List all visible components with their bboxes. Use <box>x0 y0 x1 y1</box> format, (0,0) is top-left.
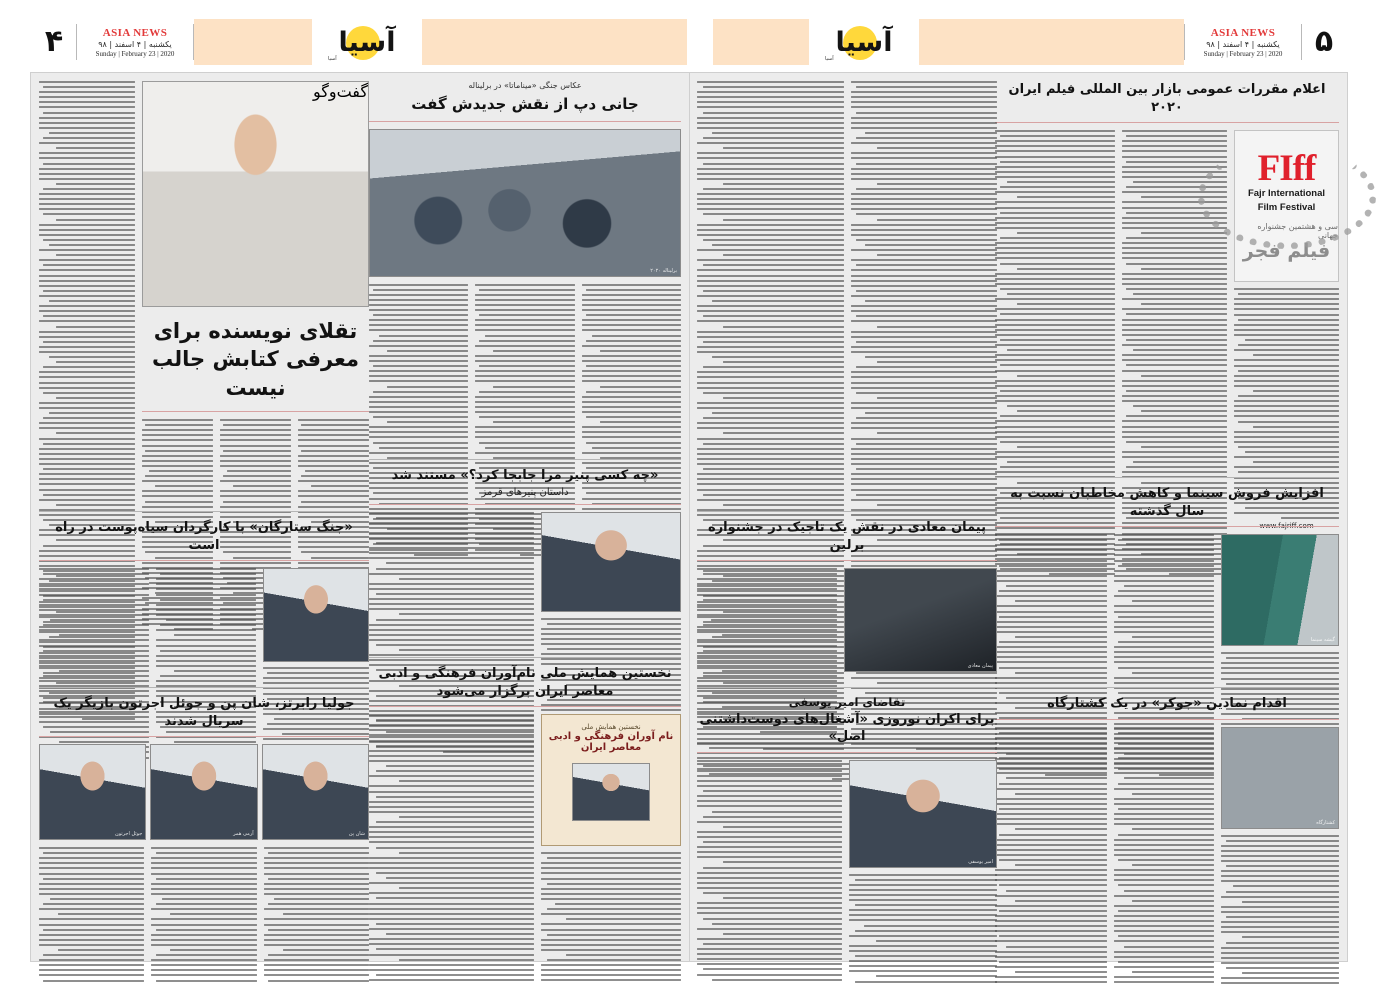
gutter-spacer <box>687 19 713 65</box>
masthead-info-right <box>76 24 194 60</box>
masthead <box>32 18 1346 66</box>
article-maadi-photo <box>844 568 997 672</box>
laurel-wreath-icon <box>1198 145 1376 249</box>
divider <box>39 736 369 737</box>
page-4-body <box>688 72 1348 962</box>
divider <box>995 719 1339 720</box>
fiff-logo-en-1: Fajr International <box>1247 187 1326 199</box>
portrait-caption-1: شان پن <box>348 831 365 838</box>
portrait-3 <box>39 744 146 840</box>
logo-left <box>809 18 919 66</box>
article-joker <box>995 681 1339 984</box>
article-yousefi <box>697 681 997 984</box>
date-fa-left: یکشنبه | ۴ اسفند | ۹۸ <box>1206 40 1280 49</box>
divider <box>369 121 681 122</box>
article-congress-poster <box>541 714 681 846</box>
fiff-logo-en-2: Film Festival <box>1257 201 1316 213</box>
article-starwars-headline: «جنگ ستارگان» با کارگردان سیاه‌پوست در راه است <box>55 520 353 553</box>
fiff-logo-fa-large: فیلم فجر <box>1242 239 1331 262</box>
article-roberts-text-col1 <box>39 847 144 984</box>
article-cheese-photo <box>541 512 681 612</box>
folio-left <box>1184 18 1346 66</box>
article-yousefi-photo <box>849 760 997 868</box>
article-fiff-headline: اعلام مقررات عمومی بازار بین المللی فیلم ایران ۲۰۲۰ <box>1008 82 1326 115</box>
divider <box>369 459 681 460</box>
divider <box>697 752 997 753</box>
portrait-1 <box>262 744 369 840</box>
article-starwars-photo <box>263 568 369 662</box>
poster-title: نام آوران فرهنگی و ادبی معاصر ایران <box>548 731 674 754</box>
brand-name-right: ASIA NEWS <box>102 27 168 39</box>
article-congress-text-col2 <box>541 852 681 984</box>
divider <box>697 687 997 688</box>
page-number-left: ۵ <box>1314 24 1334 59</box>
article-yousefi-headline-1: تقاضای امیر یوسفی <box>788 695 906 709</box>
portrait-2 <box>150 744 257 840</box>
article-congress-text-col1 <box>369 714 534 984</box>
photo-caption: کشتارگاه <box>1316 819 1335 826</box>
article-congress-headline: نخستین همایش ملی نام‌آوران فرهنگی و ادبی معاصر ایران برگزار می‌شود <box>378 666 672 699</box>
portrait-caption-2: آرمی همر <box>233 831 254 838</box>
article-depp-headline: جانی دپ از نقش جدیدش گفت <box>411 95 639 114</box>
strip-left-inner <box>713 19 809 65</box>
divider <box>697 511 997 512</box>
page-5-body <box>30 72 690 962</box>
strip-right-inner <box>422 19 687 65</box>
main-story-photo <box>142 81 369 307</box>
logo-word-right: آسیا <box>338 26 396 58</box>
poster-subtitle: نخستین همایش ملی <box>581 723 641 732</box>
fiff-logo-word: FIff <box>1257 147 1316 189</box>
article-roberts-portraits <box>39 744 369 840</box>
article-yousefi-text-col2 <box>849 874 997 984</box>
article-joker-text-col1 <box>995 727 1107 984</box>
article-roberts <box>39 681 369 984</box>
main-story-headline: تقلای نویسنده برای معرفی کتابش جالب نیست <box>152 319 359 400</box>
divider <box>369 504 681 505</box>
logo-right <box>312 18 422 66</box>
article-yousefi-headline-2: برای اکران نوروزی «آشغال‌های دوست‌داشتنی اصل» <box>699 711 995 745</box>
strip-right-outer <box>194 19 312 65</box>
divider <box>995 526 1339 527</box>
article-joker-headline: اقدام نمادین «جوکر» در یک کشتارگاه <box>1047 696 1287 711</box>
article-cheese-subhead: داستان پنیرهای قرمز <box>481 486 569 498</box>
article-cheese-headline: «چه کسی پنیر مرا جابجا کرد؟» مستند شد <box>391 468 659 483</box>
divider <box>369 706 681 707</box>
article-roberts-headline: جولیا رابرتز، شان پن و جوئل اجرتون بازیگر یک سریال شدند <box>53 696 355 729</box>
divider <box>39 687 369 688</box>
logo-sub-left: آسیا <box>825 56 834 62</box>
divider <box>142 411 369 412</box>
divider <box>39 511 369 512</box>
photo-caption: برلیناله ۲۰۲۰ <box>650 267 677 274</box>
article-roberts-text-col3 <box>264 847 369 984</box>
divider <box>995 122 1339 123</box>
date-en-left: Sunday | February 23 | 2020 <box>1203 50 1283 58</box>
brand-name-left: ASIA NEWS <box>1210 27 1276 39</box>
page-number-right: ۴ <box>44 24 64 59</box>
article-maadi-headline: پیمان معادی در نقش یک تاجیک در جشنواره برلین <box>708 520 986 553</box>
article-joker-text-col3 <box>1221 835 1339 984</box>
portrait-caption-3: جوئل اجرتون <box>115 831 143 838</box>
divider <box>697 560 997 561</box>
article-congress <box>369 651 681 984</box>
logo-sub-right: آسیا <box>328 56 337 62</box>
fiff-logo-fa-small: سی و هشتمین جشنواره جهانی <box>1257 221 1338 240</box>
photo-caption: امیر یوسفی <box>968 858 993 865</box>
divider <box>995 687 1339 688</box>
photo-caption: گیشه سینما <box>1310 637 1335 644</box>
photo-caption: پیمان معادی <box>967 663 993 670</box>
article-boxoffice-photo <box>1221 534 1339 646</box>
article-joker-text-col2 <box>1114 727 1214 984</box>
article-boxoffice-headline: افزایش فروش سینما و کاهش مخاطبان نسبت به سال گذشته <box>1010 486 1324 519</box>
strip-left-outer <box>919 19 1184 65</box>
date-en-right: Sunday | February 23 | 2020 <box>95 50 175 58</box>
article-roberts-text-col2 <box>151 847 256 984</box>
fiff-website-url[interactable]: www.fajriff.com <box>1259 522 1314 531</box>
folio-right <box>32 18 194 66</box>
date-fa-right: یکشنبه | ۴ اسفند | ۹۸ <box>98 40 172 49</box>
article-depp-photo <box>369 129 681 277</box>
article-depp-kicker: عکاس جنگی «میناماتا» در برلیناله <box>468 81 582 90</box>
divider <box>39 560 369 561</box>
masthead-info-left <box>1184 24 1302 60</box>
photo-caption: گفت‌وگو <box>312 82 368 101</box>
article-yousefi-text-col1 <box>697 760 842 984</box>
logo-word-left: آسیا <box>835 26 893 58</box>
divider <box>369 657 681 658</box>
poster-portrait <box>572 763 650 821</box>
divider <box>995 477 1339 478</box>
article-joker-photo <box>1221 727 1339 829</box>
fiff-logo <box>1234 130 1339 282</box>
